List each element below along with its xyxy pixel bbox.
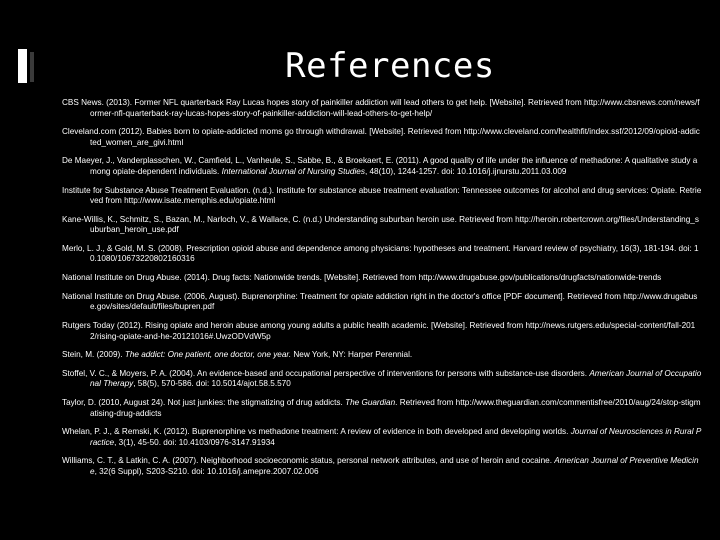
reference-item: Merlo, L. J., & Gold, M. S. (2008). Prescription opioid abuse and dependence among physicians: hypotheses and treatment. Harvard review of psychiatry, 16(3), 181-194. doi: 10.1080/10673220802160316 xyxy=(62,243,699,264)
reference-list xyxy=(62,98,702,486)
reference-item: De Maeyer, J., Vanderplasschen, W., Camfield, L., Vanheule, S., Sabbe, B., & Broekaert, E. (2011). A good quality of life under the influence of methadone: A qualitative study among opiate-dependent individuals. International Journal of Nursing Studies, 48(10), 1244-1257. doi: 10.1016/j.ijnurstu.2011.03.009 xyxy=(62,156,698,176)
reference-item: Williams, C. T., & Latkin, C. A. (2007). Neighborhood socioeconomic status, personal network attributes, and use of heroin and cocaine. American Journal of Preventive Medicine, 32(6 Suppl), S203-S210. doi: 10.1016/j.amepre.2007.02.006 xyxy=(62,456,699,476)
reference-item: Stein, M. (2009). The addict: One patient, one doctor, one year. New York, NY: Harper Perennial. xyxy=(62,350,413,360)
reference-item: Institute for Substance Abuse Treatment Evaluation. (n.d.). Institute for substance abuse treatment evaluation: Tennessee outcomes for alcohol and drug services: Opiate. Retrieved from http://www.isate.memphis.edu/opiate.html xyxy=(62,185,702,206)
slide-title: References xyxy=(285,46,495,86)
reference-item: Whelan, P. J., & Remski, K. (2012). Buprenorphine vs methadone treatment: A review of evidence in both developed and developing worlds. Journal of Neurosciences in Rural Practice, 3(1), 45-50. doi: 10.4103/0976-3147.91934 xyxy=(62,427,702,447)
reference-item: Stoffel, V. C., & Moyers, P. A. (2004). An evidence-based and occupational perspective of interventions for persons with substance-use disorders. American Journal of Occupational Therapy, 58(5), 570-586. doi: 10.5014/ajot.58.5.570 xyxy=(62,368,702,389)
reference-item: National Institute on Drug Abuse. (2006, August). Buprenorphine: Treatment for opiate addiction right in the doctor's office [PDF document]. Retrieved from http://www.drugabuse.gov/sites/default/files/bupren.pdf xyxy=(62,291,698,312)
reference-item: Kane-Willis, K., Schmitz, S., Bazan, M., Narloch, V., & Wallace, C. (n.d.) Understanding suburban heroin use. Retrieved from http://heroin.robertcrown.org/files/Understanding_suburban_heroin_use.pdf xyxy=(62,214,699,235)
reference-item: Taylor, D. (2010, August 24). Not just junkies: the stigmatizing of drug addicts. The Guardian. Retrieved from http://www.theguardian.com/commentisfree/2010/aug/24/stop-stigmatising-drug-addicts xyxy=(62,398,701,418)
reference-item: National Institute on Drug Abuse. (2014). Drug facts: Nationwide trends. [Website]. Retrieved from http://www.drugabuse.gov/publications/drugfacts/nationwide-trends xyxy=(62,273,662,283)
reference-item: CBS News. (2013). Former NFL quarterback Ray Lucas hopes story of painkiller addiction will lead others to get help. [Website]. Retrieved from http://www.cbsnews.com/news/former-nfl-quarterback-ray-lucas-hopes-story-of-painkiller-addiction-will-lead-others-to-get-help/ xyxy=(62,98,700,118)
reference-item: Cleveland.com (2012). Babies born to opiate-addicted moms go through withdrawal. [Website]. Retrieved from http://www.cleveland.com/healthfit/index.ssf/2012/09/opioid-addicted_women_are_givi.html xyxy=(62,127,700,147)
reference-item: Rutgers Today (2012). Rising opiate and heroin abuse among young adults a public health academic. [Website]. Retrieved from http://news.rutgers.edu/special-content/fall-2012/rising-opiate-and-he-20121016#.UwzODVdW5p xyxy=(62,321,696,341)
